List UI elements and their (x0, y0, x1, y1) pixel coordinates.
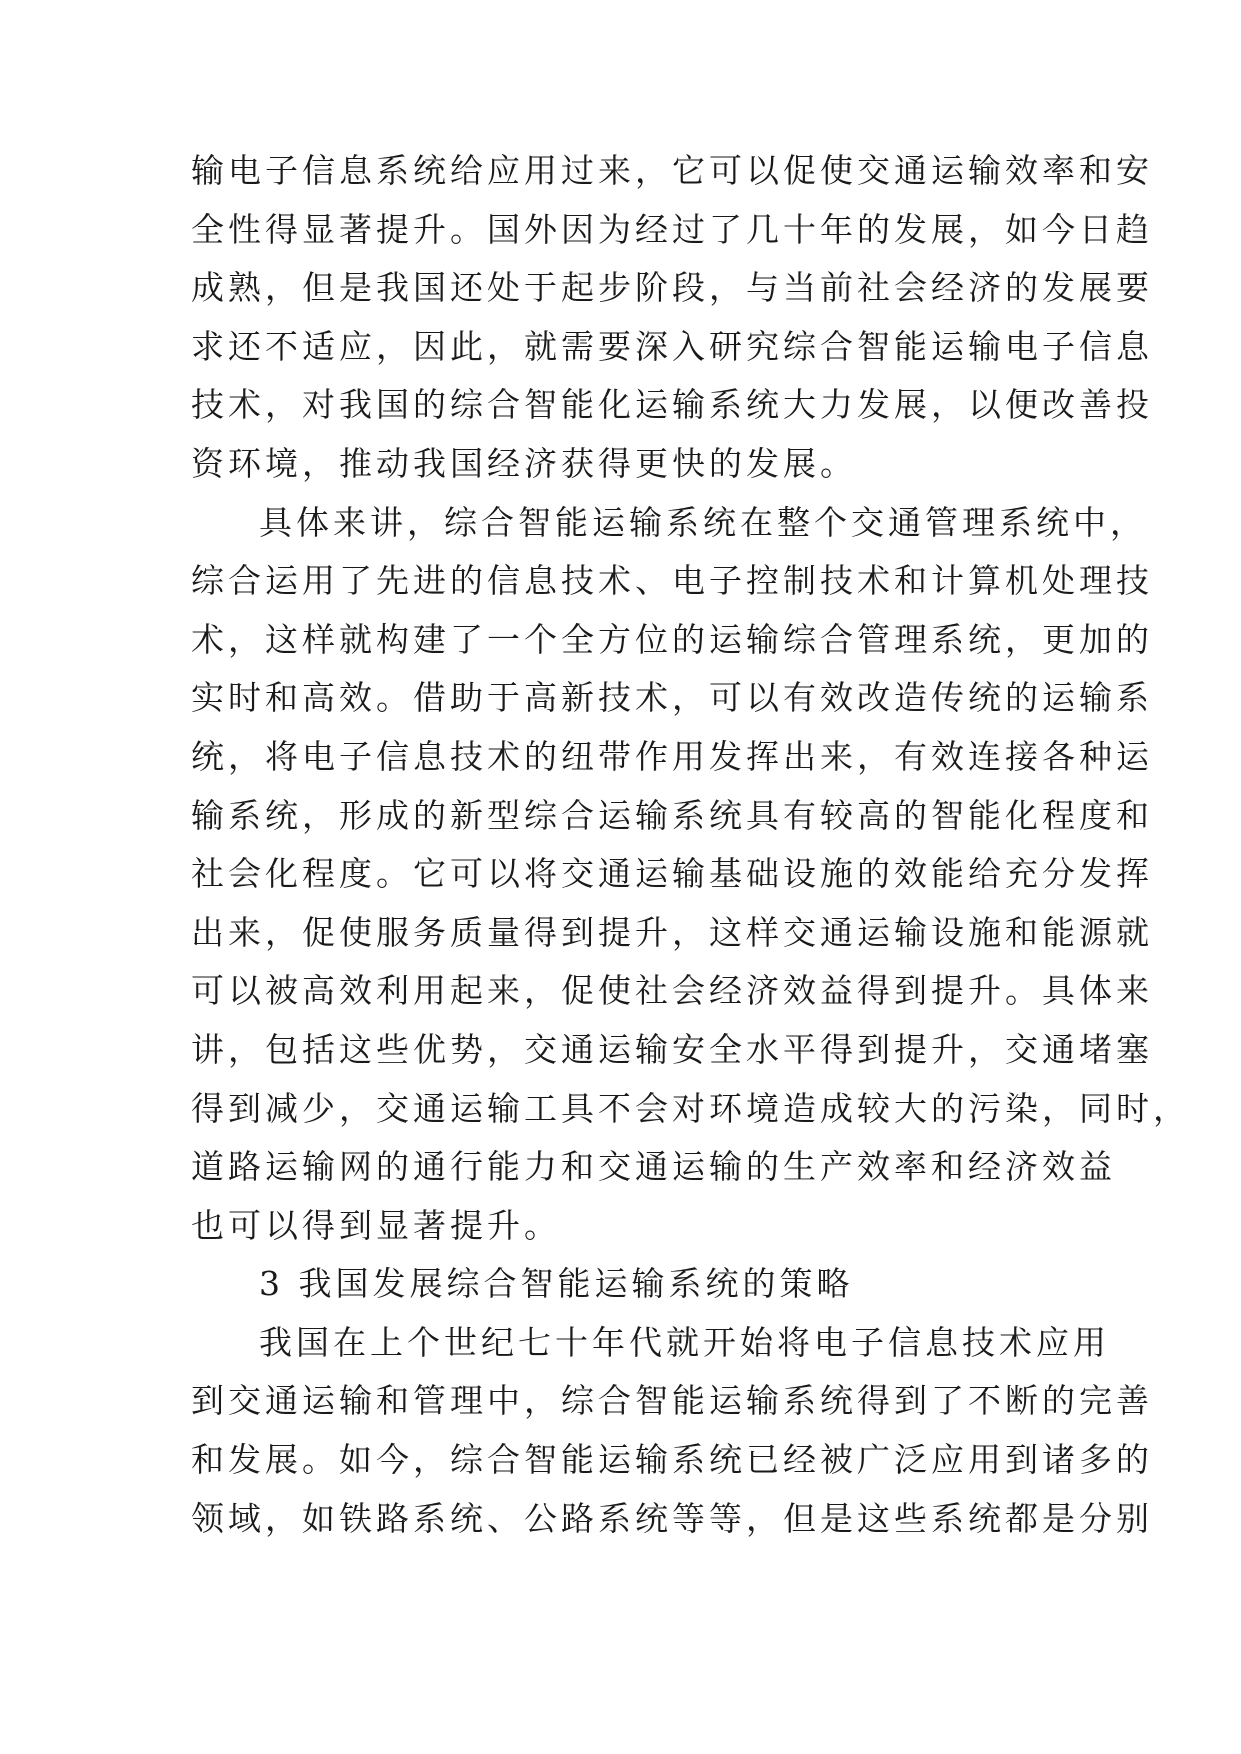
text-line: 和发展。如今，综合智能运输系统已经被广泛应用到诸多的 (191, 1440, 1153, 1480)
text-line: 领域，如铁路系统、公路系统等等，但是这些系统都是分别 (191, 1498, 1153, 1538)
text-line: 具体来讲，综合智能运输系统在整个交通管理系统中， (259, 502, 1147, 542)
text-line: 术，这样就构建了一个全方位的运输综合管理系统，更加的 (191, 619, 1153, 659)
text-line: 3 我国发展综合智能运输系统的策略 (259, 1264, 854, 1304)
body-text (191, 142, 1190, 1548)
text-line: 实时和高效。借助于高新技术，可以有效改造传统的运输系 (191, 678, 1153, 718)
text-line: 可以被高效利用起来，促使社会经济效益得到提升。具体来 (191, 971, 1153, 1011)
text-line: 资环境，推动我国经济获得更快的发展。 (191, 443, 857, 483)
text-line: 统，将电子信息技术的纽带作用发挥出来，有效连接各种运 (191, 736, 1153, 776)
text-line: 我国在上个世纪七十年代就开始将电子信息技术应用 (259, 1322, 1110, 1362)
text-line: 到交通运输和管理中，综合智能运输系统得到了不断的完善 (191, 1381, 1153, 1421)
text-line: 输系统，形成的新型综合运输系统具有较高的智能化程度和 (191, 795, 1153, 835)
text-line: 道路运输网的通行能力和交通运输的生产效率和经济效益 (191, 1147, 1116, 1187)
text-line: 输电子信息系统给应用过来，它可以促使交通运输效率和安 (191, 151, 1153, 190)
text-line: 技术，对我国的综合智能化运输系统大力发展，以便改善投 (191, 385, 1153, 425)
text-line: 社会化程度。它可以将交通运输基础设施的效能给充分发挥 (191, 854, 1153, 894)
text-line: 全性得显著提升。国外因为经过了几十年的发展，如今日趋 (191, 209, 1153, 249)
text-line: 得到减少，交通运输工具不会对环境造成较大的污染，同时， (191, 1088, 1190, 1128)
text-line: 求还不适应，因此，就需要深入研究综合智能运输电子信息 (191, 326, 1153, 366)
text-line: 也可以得到显著提升。 (191, 1205, 561, 1245)
text-line: 讲，包括这些优势，交通运输安全水平得到提升，交通堵塞 (191, 1029, 1153, 1069)
text-line: 综合运用了先进的信息技术、电子控制技术和计算机处理技 (191, 561, 1153, 601)
text-line: 成熟，但是我国还处于起步阶段，与当前社会经济的发展要 (191, 268, 1153, 308)
text-line: 出来，促使服务质量得到提升，这样交通运输设施和能源就 (191, 912, 1153, 952)
